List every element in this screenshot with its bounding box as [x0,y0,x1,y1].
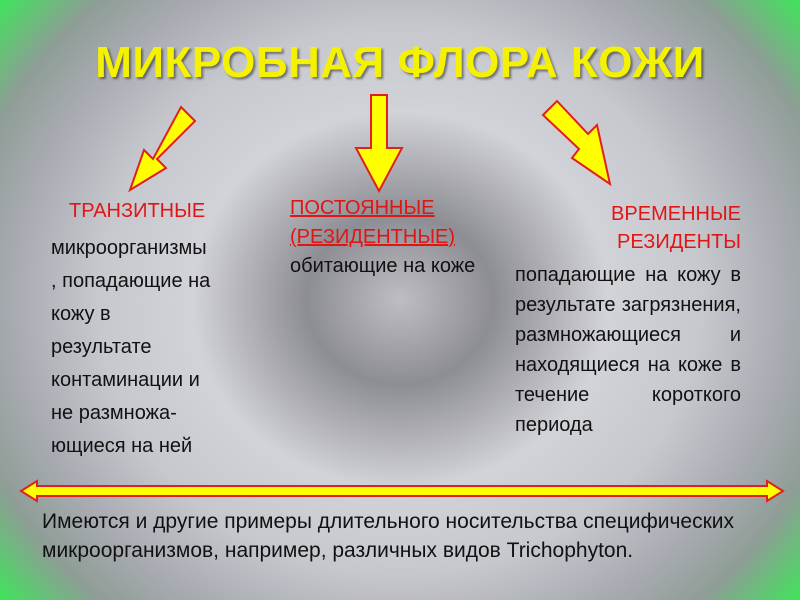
temporary-heading-line-2: РЕЗИДЕНТЫ [617,231,741,253]
transit-line-1: микроорганизмы [51,237,207,259]
slide-title: МИКРОБНАЯ ФЛОРА КОЖИ [95,38,705,87]
arrow-center [356,95,402,191]
transit-line-5: контаминации и [51,369,200,391]
arrow-right [543,101,610,184]
arrow-left [130,107,195,190]
transit-line-3: кожу в [51,303,111,325]
resident-text: обитающие на коже [290,255,476,277]
temporary-heading-line-1: ВРЕМЕННЫЕ [611,203,741,225]
temporary-column [515,200,741,440]
resident-heading: ПОСТОЯННЫЕ (РЕЗИДЕНТНЫЕ) [290,197,456,248]
transit-line-4: результате [51,336,152,358]
temporary-text: попадающие на кожу в результате загрязнения, размножающиеся и находящиеся на коже в течение короткого периода [515,264,741,436]
double-arrow-divider [21,481,783,501]
transit-line-7: ющиеся на ней [51,435,193,457]
transit-line-6: не размножа- [51,402,177,424]
footnote-text: Имеются и другие примеры длительного носительства специфических микроорганизмов, например, различных видов Trichophyton. [42,510,735,562]
transit-column [51,198,261,463]
transit-line-2: , попадающие на [51,270,211,292]
transit-heading: ТРАНЗИТНЫЕ [69,200,206,222]
resident-column [290,194,505,281]
